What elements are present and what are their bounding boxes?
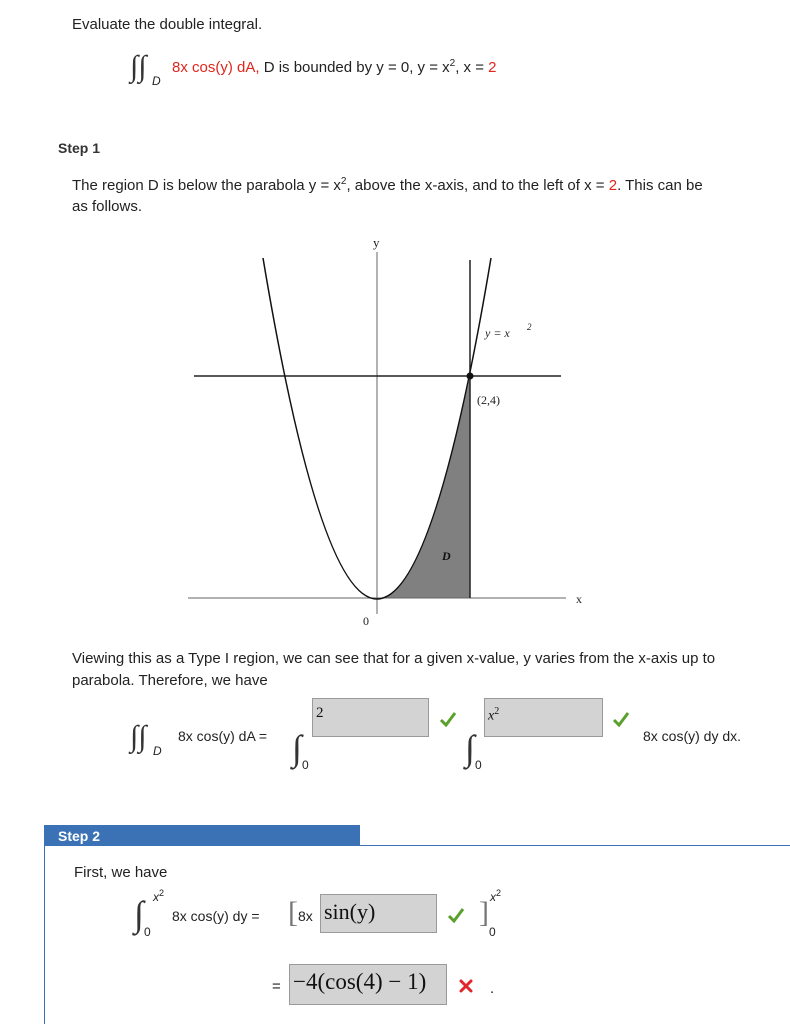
integral-subscript-D: D bbox=[152, 74, 161, 88]
region-label: D bbox=[442, 549, 451, 563]
step2-integrand: 8x cos(y) dy = bbox=[172, 908, 260, 924]
curve-label-exp: 2 bbox=[527, 322, 532, 332]
point-2-4 bbox=[467, 373, 474, 380]
evaluated-value: −4(cos(4) − 1) bbox=[293, 969, 427, 994]
inner-upper-base: x bbox=[488, 708, 495, 724]
step2-lower-limit: 0 bbox=[144, 925, 151, 939]
outer-lower-limit: 0 bbox=[302, 758, 309, 772]
eq-right: 8x cos(y) dy dx. bbox=[643, 728, 742, 744]
region-D-shading bbox=[377, 376, 470, 598]
type1-line1: Viewing this as a Type I region, we can see that for a given x-value, y varies from the x-axis up to bbox=[72, 650, 716, 667]
x-bound-value: 2 bbox=[488, 59, 497, 76]
antiderivative-input[interactable] bbox=[320, 894, 437, 933]
step2-upper-exp: 2 bbox=[159, 888, 165, 898]
region-description: D is bounded by y = 0, y = x bbox=[263, 59, 450, 76]
integrand-text: 8x cos(y) dA, bbox=[172, 59, 260, 76]
period: . bbox=[490, 980, 495, 997]
step1-line1-exp: 2 bbox=[340, 176, 347, 187]
region-separator: , x = bbox=[455, 59, 489, 76]
step1-line1-c: . This can be bbox=[617, 177, 703, 194]
evaluated-input[interactable] bbox=[289, 964, 447, 1005]
point-label: (2,4) bbox=[477, 393, 500, 407]
equals-sign: = bbox=[272, 978, 281, 995]
left-bracket: [ bbox=[288, 896, 298, 929]
antiderivative-value: sin(y) bbox=[324, 899, 376, 924]
step1-line2: as follows. bbox=[72, 198, 143, 215]
inner-integral-sign: ∫ bbox=[465, 728, 475, 768]
integral-subscript-D-2: D bbox=[153, 744, 162, 758]
outer-upper-limit-value: 2 bbox=[316, 705, 324, 721]
step2-upper-base: x bbox=[153, 890, 159, 904]
eq-left: 8x cos(y) dA = bbox=[178, 728, 268, 744]
eval-upper-base: x bbox=[490, 890, 496, 904]
inner-lower-limit: 0 bbox=[475, 758, 482, 772]
inner-upper-limit-input[interactable] bbox=[484, 698, 603, 737]
step1-line1-b: , above the x-axis, and to the left of x = bbox=[346, 177, 609, 194]
step2-left-border bbox=[44, 846, 45, 1024]
eval-upper-exp: 2 bbox=[496, 888, 502, 898]
step1-line1-val: 2 bbox=[608, 177, 618, 194]
correct-check-icon bbox=[447, 907, 465, 923]
eval-upper-limit bbox=[490, 888, 501, 904]
inner-upper-exp: 2 bbox=[494, 706, 500, 717]
step2-integral-sign: ∫ bbox=[134, 894, 144, 934]
step2-header-rule bbox=[360, 845, 790, 846]
double-integral-sign: ∫∫ bbox=[130, 50, 147, 83]
step2-upper-limit bbox=[153, 888, 164, 904]
step1-title: Step 1 bbox=[58, 140, 101, 156]
incorrect-x-icon bbox=[458, 978, 474, 994]
bracket-prefix: 8x bbox=[298, 908, 313, 924]
step2-header: Step 2 bbox=[44, 825, 360, 846]
right-bracket: ] bbox=[479, 896, 489, 929]
double-integral-sign-2: ∫∫ bbox=[130, 720, 147, 753]
y-axis-label: y bbox=[373, 235, 380, 250]
step1-line1-a: The region D is below the parabola y = x bbox=[72, 177, 341, 194]
origin-label: 0 bbox=[363, 614, 369, 628]
eval-lower-limit: 0 bbox=[489, 925, 496, 939]
step2-first-we-have: First, we have bbox=[74, 864, 168, 881]
correct-check-icon bbox=[612, 711, 630, 727]
curve-label: y = x bbox=[485, 326, 510, 340]
outer-integral-sign: ∫ bbox=[292, 728, 302, 768]
x-axis-label: x bbox=[576, 592, 582, 606]
correct-check-icon bbox=[439, 711, 457, 727]
outer-upper-limit-input[interactable] bbox=[312, 698, 429, 737]
type1-line2: parabola. Therefore, we have bbox=[72, 672, 268, 689]
problem-instruction: Evaluate the double integral. bbox=[72, 16, 263, 33]
region-exponent: 2 bbox=[449, 58, 456, 69]
